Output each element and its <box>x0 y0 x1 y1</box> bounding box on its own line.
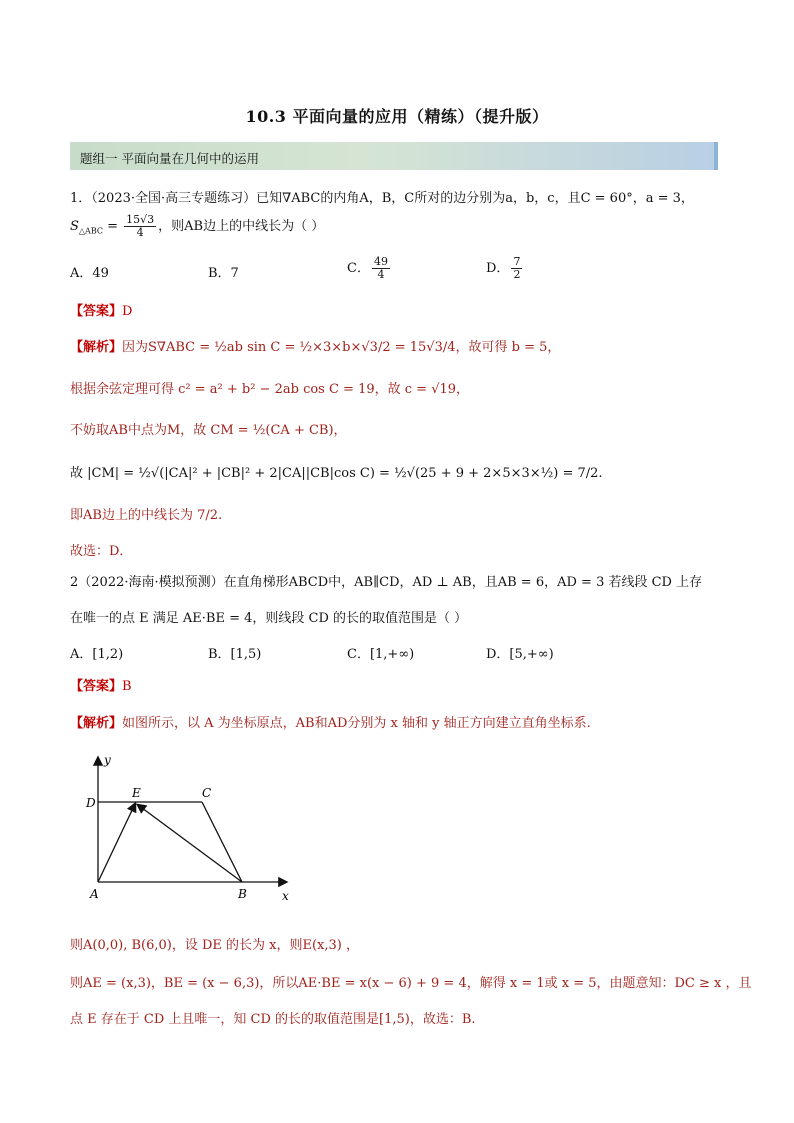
q1-area-fraction: $\frac{15√3}{4}$ <box>126 213 155 240</box>
q2-stem-line2: 在唯一的点 E 满足 AE·BE = 4，则线段 CD 的长的取值范围是（ ） <box>70 611 468 626</box>
group-header-label: 题组一 平面向量在几何中的运用 <box>80 151 259 166</box>
group-header-bar <box>70 142 718 170</box>
q2-option-b: B．[1,5) <box>208 647 262 662</box>
label-e: E <box>132 786 141 800</box>
vector-be <box>138 805 242 882</box>
q1-analysis-line3: 不妨取AB中点为M，故 CM = ½(CA + CB)， <box>70 423 347 438</box>
q1-answer: 【答案】D <box>70 304 133 319</box>
label-d: D <box>86 796 96 810</box>
q1-stem-line2: $S_{\triangle ABC}$ = $\frac{15√3}{4}$ ，则AB边上的中线长为（ ） <box>70 213 325 240</box>
q1-option-b: B．7 <box>208 266 239 281</box>
label-c: C <box>202 786 212 800</box>
q2-stem-line1: 2（2022·海南·模拟预测）在直角梯形ABCD中，AB∥CD，AD ⊥ AB，且AB = 6，AD = 3 若线段 CD 上存 <box>70 575 703 590</box>
page-title: 10.3 平面向量的应用（精练）（提升版） <box>245 107 549 126</box>
q1-analysis-line4: 故 |CM| = ½√(|CA|² + |CB|² + 2|CA||CB|cos C) = ½√(25 + 9 + 2×5×3×½) = 7/2. <box>70 466 603 481</box>
q2-option-a: A．[1,2) <box>70 647 124 662</box>
q2-analysis-line2: 则A(0,0), B(6,0)，设 DE 的长为 x，则E(x,3) ， <box>70 938 359 953</box>
label-a: A <box>90 887 99 901</box>
label-y: y <box>104 753 111 767</box>
q1-option-a: A．49 <box>70 266 109 281</box>
label-b: B <box>238 887 247 901</box>
q1-conclusion: 故选：D． <box>70 544 133 559</box>
q2-analysis-line3: 则AE = (x,3)，BE = (x − 6,3)，所以AE·BE = x(x − 6) + 9 = 4，解得 x = 1或 x = 5，由题意知：DC ≥ x ，且 <box>70 976 752 991</box>
q2-analysis-line1: 【解析】如图所示，以 A 为坐标原点，AB和AD分别为 x 轴和 y 轴正方向建立直角坐标系. <box>70 716 591 731</box>
q1-option-d: D． $\frac{7}{2}$ <box>486 255 521 282</box>
q2-option-d: D．[5,+∞) <box>486 647 554 662</box>
segment-cb <box>202 802 242 882</box>
q2-option-c: C．[1,+∞) <box>347 647 415 662</box>
trapezoid-figure <box>78 752 298 912</box>
q1-option-c: C． $\frac{49}{4}$ <box>347 255 388 282</box>
q1-analysis-line2: 根据余弦定理可得 c² = a² + b² − 2ab cos C = 19，故 c = √19， <box>70 382 470 397</box>
vector-ae <box>98 804 135 882</box>
q1-stem-line1: 1．（2023·全国·高三专题练习）已知∇ABC的内角A，B，C所对的边分别为a，b，c，且C = 60°，a = 3， <box>70 191 694 206</box>
label-x: x <box>282 889 289 903</box>
q2-answer: 【答案】B <box>70 679 132 694</box>
q1-analysis-line5: 即AB边上的中线长为 7/2. <box>70 508 223 523</box>
q2-analysis-line4: 点 E 存在于 CD 上且唯一，知 CD 的长的取值范围是[1,5)，故选：B. <box>70 1012 476 1027</box>
q1-analysis-line1: 【解析】因为S∇ABC = ½ab sin C = ½×3×b×√3/2 = 15√3/4，故可得 b = 5， <box>70 340 561 355</box>
